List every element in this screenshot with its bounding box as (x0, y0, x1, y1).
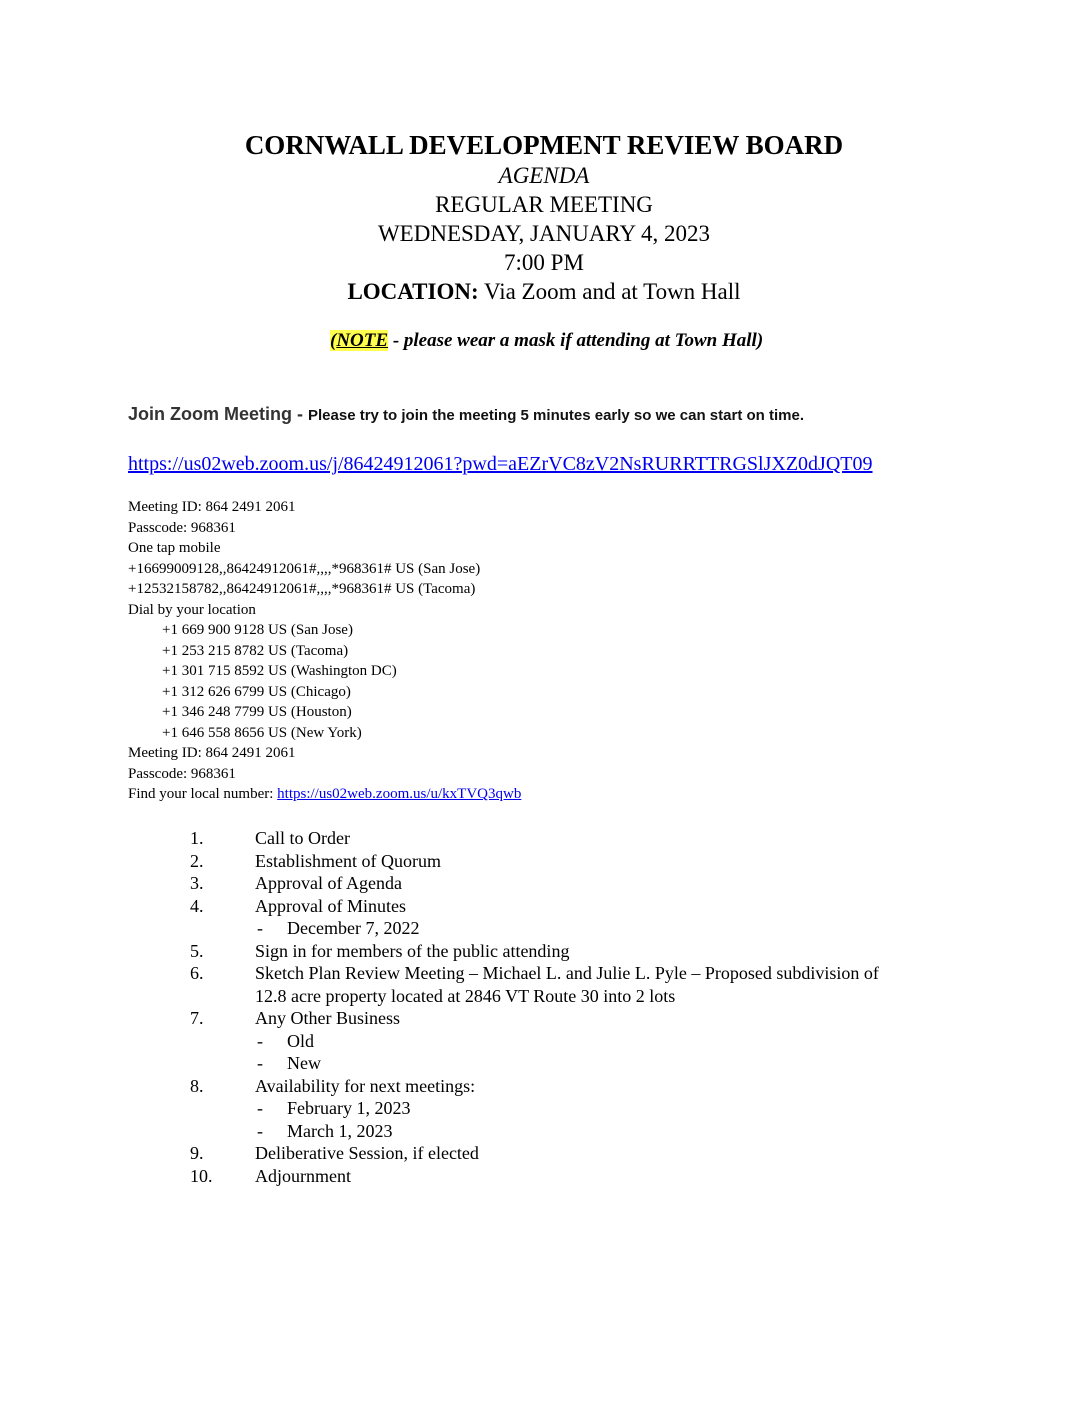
agenda-item-number: 2. (190, 850, 204, 871)
one-tap-number: +16699009128,,86424912061#,,,,*968361# US (San Jose) (128, 560, 481, 577)
agenda-item (0, 1007, 1088, 1030)
agenda-item-text: Availability for next meetings: (255, 1075, 476, 1096)
meeting-location (0, 278, 1088, 306)
passcode: Passcode: 968361 (128, 519, 236, 536)
local-number-label: Find your local number: (128, 786, 278, 802)
agenda-item-text: Establishment of Quorum (255, 850, 441, 871)
agenda-item-text: Approval of Minutes (255, 895, 406, 916)
note-text: - please wear a mask if attending at Town Hall) (388, 330, 764, 351)
join-zoom-heading (128, 404, 804, 425)
one-tap-label: One tap mobile (128, 540, 221, 556)
agenda-item-text: Deliberative Session, if elected (255, 1143, 479, 1163)
dial-by-location-label: Dial by your location (128, 601, 256, 618)
agenda-item (0, 1165, 1088, 1188)
agenda-subitem-dash: - (257, 1098, 263, 1118)
agenda-item-continuation (0, 985, 1088, 1008)
agenda-subtitle: AGENDA (498, 163, 590, 188)
agenda-item (0, 850, 1088, 873)
agenda-item (0, 1075, 1088, 1098)
agenda-subitem-text: February 1, 2023 (287, 1098, 411, 1118)
join-zoom-label: Join Zoom Meeting - (128, 404, 308, 424)
agenda-item-text: Call to Order (255, 828, 350, 848)
local-number-line (128, 784, 521, 805)
agenda-list (0, 827, 1088, 1187)
agenda-item-number: 1. (190, 828, 204, 848)
agenda-item-number: 10. (190, 1165, 213, 1186)
agenda-subitem-text: March 1, 2023 (287, 1120, 393, 1141)
mask-note (330, 328, 763, 354)
agenda-item-text: Approval of Agenda (255, 873, 402, 893)
meeting-time: 7:00 PM (504, 250, 584, 275)
agenda-item-number: 6. (190, 963, 204, 983)
passcode-repeat: Passcode: 968361 (128, 765, 236, 782)
dial-number: +1 346 248 7799 US (Houston) (162, 704, 352, 720)
agenda-item (0, 940, 1088, 963)
agenda-subitem (0, 1052, 1088, 1075)
agenda-item (0, 827, 1088, 850)
agenda-item-number: 4. (190, 895, 204, 916)
agenda-subitem-dash: - (257, 918, 263, 938)
agenda-item-text: Adjournment (255, 1165, 351, 1186)
agenda-subitem-text: Old (287, 1030, 314, 1051)
zoom-details (128, 497, 521, 805)
local-number-link[interactable]: https://us02web.zoom.us/u/kxTVQ3qwb (277, 786, 522, 802)
agenda-subitem-text: New (287, 1053, 321, 1073)
agenda-item-number: 9. (190, 1143, 204, 1163)
agenda-item (0, 895, 1088, 918)
location-value: Via Zoom and at Town Hall (478, 279, 741, 304)
note-open-paren: ( (330, 330, 337, 351)
meeting-date: WEDNESDAY, JANUARY 4, 2023 (377, 221, 711, 246)
agenda-item-text: Sketch Plan Review Meeting – Michael L. and Julie L. Pyle – Proposed subdivision of (255, 963, 879, 983)
meeting-id: Meeting ID: 864 2491 2061 (128, 499, 296, 515)
meeting-id-repeat: Meeting ID: 864 2491 2061 (128, 745, 296, 761)
agenda-item-number: 7. (190, 1008, 204, 1028)
dial-number: +1 312 626 6799 US (Chicago) (162, 683, 351, 700)
agenda-subitem (0, 917, 1088, 940)
agenda-subitem (0, 1030, 1088, 1053)
agenda-subitem-dash: - (257, 1120, 263, 1141)
agenda-item (0, 962, 1088, 985)
agenda-item-text: Any Other Business (255, 1008, 400, 1028)
agenda-item-number: 5. (190, 940, 204, 961)
agenda-item-number: 8. (190, 1075, 204, 1096)
one-tap-number: +12532158782,,86424912061#,,,,*968361# US (Tacoma) (128, 581, 476, 597)
dial-number: +1 253 215 8782 US (Tacoma) (162, 642, 349, 659)
agenda-item (0, 872, 1088, 895)
agenda-subitem-dash: - (257, 1030, 263, 1051)
dial-number: +1 646 558 8656 US (New York) (162, 724, 362, 741)
agenda-item-text: Sign in for members of the public attending (255, 940, 570, 961)
location-label: LOCATION: (347, 279, 479, 304)
meeting-type: REGULAR MEETING (435, 192, 653, 217)
agenda-subitem-dash: - (257, 1053, 263, 1073)
agenda-item-number: 3. (190, 873, 204, 893)
agenda-subitem (0, 1097, 1088, 1120)
zoom-meeting-link[interactable]: https://us02web.zoom.us/j/86424912061?pwd=aEZrVC8zV2NsRURRTTRGSlJXZ0dJQT09 (128, 453, 873, 475)
agenda-subitem-text: December 7, 2022 (287, 918, 420, 938)
note-word: NOTE (336, 330, 389, 351)
join-zoom-instructions: Please try to join the meeting 5 minutes early so we can start on time. (308, 407, 804, 424)
agenda-subitem (0, 1120, 1088, 1143)
agenda-item-text: 12.8 acre property located at 2846 VT Route 30 into 2 lots (255, 985, 676, 1006)
note-highlight (330, 330, 388, 351)
dial-number: +1 669 900 9128 US (San Jose) (162, 622, 353, 638)
agenda-item (0, 1142, 1088, 1165)
dial-number: +1 301 715 8592 US (Washington DC) (162, 663, 397, 679)
board-title: CORNWALL DEVELOPMENT REVIEW BOARD (244, 130, 844, 160)
